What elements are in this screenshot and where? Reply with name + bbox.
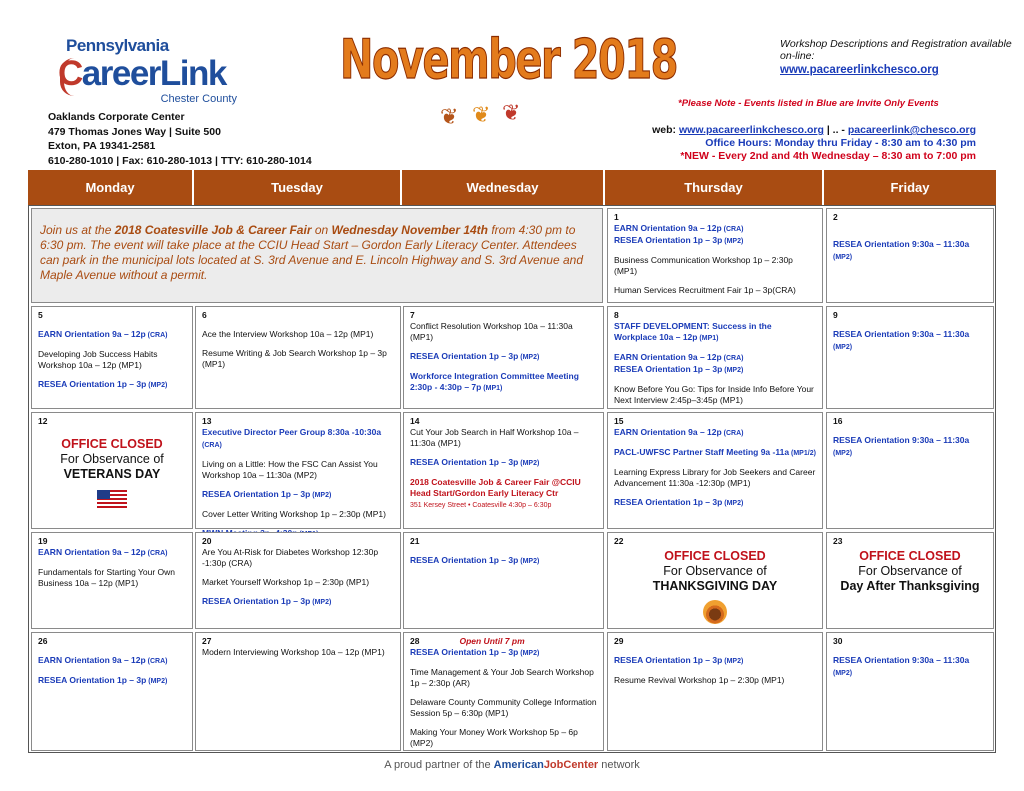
footer-tagline [0, 759, 1024, 771]
day-number: 26 [38, 636, 48, 646]
calendar-event: Delaware County Community College Information Session 5p – 6:30p (MP1) [410, 697, 597, 718]
calendar-event: Resume Revival Workshop 1p – 2:30p (MP1) [614, 675, 785, 685]
day-number: 14 [410, 416, 420, 426]
footer-brand: American [493, 759, 544, 771]
footer-text: network [598, 759, 640, 771]
holiday-name: THANKSGIVING DAY [652, 579, 778, 593]
day-cell-8 [607, 306, 823, 409]
address-line: 610-280-1010 | Fax: 610-280-1013 | TTY: 610-280-1014 [48, 154, 312, 167]
job-fair-announcement: Join us at the 2018 Coatesville Job & Career Fair on Wednesday November 14th from 4:30 pm to 6:30 pm. The event will take place at the CCIU Head Start – Gordon Early Literacy Center. Attendees can park in the municipal lots located at S. 3rd Avenue and E. Lincoln Highway and S. 3rd Avenue and Maple Avenue without a permit. [31, 208, 603, 303]
day-number: 29 [614, 636, 624, 646]
day-cell-28 [403, 632, 604, 751]
day-number: 15 [614, 416, 624, 426]
day-number: 30 [833, 636, 843, 646]
holiday-name: Day After Thanksgiving [840, 579, 980, 593]
calendar-event: Making Your Money Work Workshop 5p – 6p (MP2) [410, 727, 578, 748]
day-cell-15 [607, 412, 823, 529]
day-number: 20 [202, 536, 212, 546]
calendar-event: EARN Orientation 9a – 12p (CRA) [38, 547, 168, 557]
office-closed-label: OFFICE CLOSED [859, 549, 961, 563]
day-header: Monday [28, 170, 194, 205]
calendar-event: RESEA Orientation 1p – 3p (MP2) [410, 647, 540, 657]
calendar-event: RESEA Orientation 1p – 3p (MP2) [202, 489, 332, 499]
logo-line1: Pennsylvania [66, 36, 169, 55]
us-flag-icon [97, 490, 127, 508]
email-link[interactable]: pacareerlink@chesco.org [847, 124, 976, 136]
day-number: 16 [833, 416, 843, 426]
calendar-event: EARN Orientation 9a – 12p (CRA) [614, 427, 744, 437]
calendar-event [833, 427, 987, 435]
day-cell-16 [826, 412, 994, 529]
calendar-event: EARN Orientation 9a – 12p (CRA) [38, 329, 168, 339]
calendar-event [833, 647, 987, 655]
day-number: 21 [410, 536, 420, 546]
day-number: 19 [38, 536, 48, 546]
calendar-event: Fundamentals for Starting Your Own Business 10a – 12p (MP1) [38, 567, 176, 588]
open-late-note: Open Until 7 pm [459, 636, 525, 646]
day-cell-21 [403, 532, 604, 629]
calendar-event: Resume Writing & Job Search Workshop 1p – 3p (MP1) [202, 348, 387, 369]
calendar-event: RESEA Orientation 1p – 3p (MP2) [38, 675, 168, 685]
day-number: 1 [614, 212, 619, 222]
address-line: Oaklands Corporate Center [48, 111, 185, 123]
day-number: 6 [202, 310, 207, 320]
day-number: 27 [202, 636, 212, 646]
calendar-event: EARN Orientation 9a – 12p (CRA) [614, 223, 744, 233]
calendar-event: EARN Orientation 9a – 12p (CRA) [38, 655, 168, 665]
calendar-event: Living on a Little: How the FSC Can Assist You Workshop 10a – 11:30a (MP2) [202, 459, 378, 480]
workshop-link[interactable]: www.pacareerlinkchesco.org [780, 64, 939, 76]
calendar-event [38, 647, 186, 655]
calendar-event: EARN Orientation 9a – 12p (CRA) [614, 352, 744, 362]
day-header: Thursday [605, 170, 824, 205]
calendar-event: Are You At-Risk for Diabetes Workshop 12:30p -1:30p (CRA) [202, 547, 379, 568]
observance-label: For Observance of [60, 452, 164, 466]
day-number: 12 [38, 416, 48, 426]
day-number: 13 [202, 416, 212, 426]
careerlink-logo [58, 36, 243, 108]
day-number: 8 [614, 310, 619, 320]
day-cell-19 [31, 532, 193, 629]
separator: | .. - [823, 124, 848, 136]
day-cell-27 [195, 632, 401, 751]
day-number: 7 [410, 310, 415, 320]
invite-only-note: *Please Note - Events listed in Blue are Invite Only Events [678, 98, 939, 109]
calendar-event: Cut Your Job Search in Half Workshop 10a – 11:30a (MP1) [410, 427, 579, 448]
calendar-event [38, 321, 186, 329]
calendar-event: RESEA Orientation 1p – 3p (MP2) [614, 497, 744, 507]
calendar-event: Conflict Resolution Workshop 10a – 11:30a (MP1) [410, 321, 573, 342]
footer-text: A proud partner of the [384, 759, 494, 771]
day-header: Friday [890, 180, 930, 195]
office-closed-label: OFFICE CLOSED [61, 437, 163, 451]
day-cell-20 [195, 532, 401, 629]
day-number: 2 [833, 212, 838, 222]
maple-leaf-icon: ❦ [472, 102, 491, 127]
workshop-desc: Workshop Descriptions and Registration available on-line: [780, 38, 1012, 62]
holiday-name: VETERANS DAY [63, 467, 161, 481]
calendar-event [202, 321, 394, 329]
day-cell-23 [826, 532, 994, 629]
turkey-icon [703, 600, 727, 624]
calendar-grid [28, 205, 996, 753]
calendar-event: Know Before You Go: Tips for Inside Info Before Your Next Interview 2:45p–3:45p (MP1) [614, 384, 814, 405]
calendar-event: RESEA Orientation 1p – 3p (MP2) [410, 555, 540, 565]
logo-line2: CareerLink [58, 54, 226, 93]
day-cell-9 [826, 306, 994, 409]
web-link[interactable]: www.pacareerlinkchesco.org [678, 124, 824, 136]
page-title: November 2018 [340, 28, 677, 91]
calendar-event: RESEA Orientation 9:30a – 11:30a (MP2) [833, 435, 970, 457]
day-cell-13 [195, 412, 401, 529]
calendar-event: RESEA Orientation 1p – 3p (MP2) [614, 235, 744, 245]
calendar-event [833, 321, 987, 329]
calendar-event [614, 647, 816, 655]
calendar-event: 2018 Coatesville Job & Career Fair @CCIU Head Start/Gordon Early Literacy Ctr [410, 477, 581, 498]
day-cell-22 [607, 532, 823, 629]
calendar-event: RESEA Orientation 9:30a – 11:30a (MP2) [833, 655, 970, 677]
calendar-event: Learning Express Library for Job Seekers and Career Advancement 11:30a -12:30p (MP1) [614, 467, 816, 488]
calendar-event: RESEA Orientation 1p – 3p (MP2) [202, 596, 332, 606]
calendar-event [410, 547, 597, 555]
day-header: Wednesday [402, 170, 605, 205]
day-cell-14 [403, 412, 604, 529]
day-cell-2 [826, 208, 994, 303]
weekday-header [28, 170, 996, 205]
address-line: Exton, PA 19341-2581 [48, 140, 156, 152]
contact-info [652, 124, 976, 163]
day-cell-1 [607, 208, 823, 303]
calendar-event: STAFF DEVELOPMENT: Success in the Workplace 10a – 12p (MP1) [614, 321, 772, 342]
calendar-event: RESEA Orientation 1p – 3p (MP2) [614, 655, 744, 665]
calendar-event: RESEA Orientation 9:30a – 11:30a (MP2) [833, 239, 970, 261]
calendar-event: Market Yourself Workshop 1p – 2:30p (MP1) [202, 577, 370, 587]
calendar-event: Time Management & Your Job Search Workshop 1p – 2:30p (AR) [410, 667, 594, 688]
maple-leaf-icon: ❦ [440, 104, 459, 129]
calendar-event: Modern Interviewing Workshop 10a – 12p (MP1) [202, 647, 385, 657]
day-cell-5 [31, 306, 193, 409]
calendar-event: Human Services Recruitment Fair 1p – 3p(CRA) [614, 285, 796, 295]
observance-label: For Observance of [663, 564, 767, 578]
office-hours: Office Hours: Monday thru Friday - 8:30 am to 4:30 pm [705, 137, 976, 149]
address-line: 479 Thomas Jones Way | Suite 500 [48, 125, 221, 138]
office-closed-label: OFFICE CLOSED [664, 549, 766, 563]
calendar-event: Developing Job Success Habits Workshop 10a – 12p (MP1) [38, 349, 158, 370]
workshop-info [780, 38, 1024, 76]
maple-leaf-icon: ❦ [502, 100, 521, 125]
day-number: 22 [614, 536, 624, 546]
calendar-event: Cover Letter Writing Workshop 1p – 2:30p (MP1) [202, 509, 386, 519]
day-cell-6 [195, 306, 401, 409]
day-cell-7 [403, 306, 604, 409]
calendar-event: RESEA Orientation 1p – 3p (MP2) [614, 364, 744, 374]
calendar-event: Workforce Integration Committee Meeting 2:30p - 4:30p – 7p (MP1) [410, 371, 579, 392]
web-label: web: [652, 124, 679, 136]
observance-label: For Observance of [858, 564, 962, 578]
footer-brand: JobCenter [543, 759, 599, 771]
calendar-event: 351 Kersey Street • Coatesville 4:30p – 6:30p [410, 502, 552, 509]
logo-line3: Chester County [160, 93, 237, 105]
calendar-event: PACL-UWFSC Partner Staff Meeting 9a -11a (MP1/2) [614, 447, 816, 457]
new-hours: *NEW - Every 2nd and 4th Wednesday – 8:30 am to 7:00 pm [680, 150, 976, 162]
calendar-event: Business Communication Workshop 1p – 2:30p (MP1) [614, 255, 793, 276]
day-header: Tuesday [194, 170, 402, 205]
day-number: 23 [833, 536, 843, 546]
calendar-event: Ace the Interview Workshop 10a – 12p (MP1) [202, 329, 374, 339]
day-number: 28 Open Until 7 pm [410, 636, 525, 646]
calendar-event [833, 223, 987, 231]
calendar-event: Executive Director Peer Group 8:30a -10:30a (CRA) [202, 427, 382, 449]
calendar-event: RESEA Orientation 1p – 3p (MP2) [410, 457, 540, 467]
day-cell-30 [826, 632, 994, 751]
calendar-event: RESEA Orientation 1p – 3p (MP2) [410, 351, 540, 361]
autumn-leaves [440, 102, 530, 132]
day-number: 9 [833, 310, 838, 320]
calendar-event: RESEA Orientation 9:30a – 11:30a (MP2) [833, 329, 970, 351]
day-number: 5 [38, 310, 43, 320]
day-cell-26 [31, 632, 193, 751]
day-cell-12 [31, 412, 193, 529]
day-cell-29 [607, 632, 823, 751]
office-address [48, 110, 312, 168]
calendar-event: RESEA Orientation 1p – 3p (MP2) [38, 379, 168, 389]
